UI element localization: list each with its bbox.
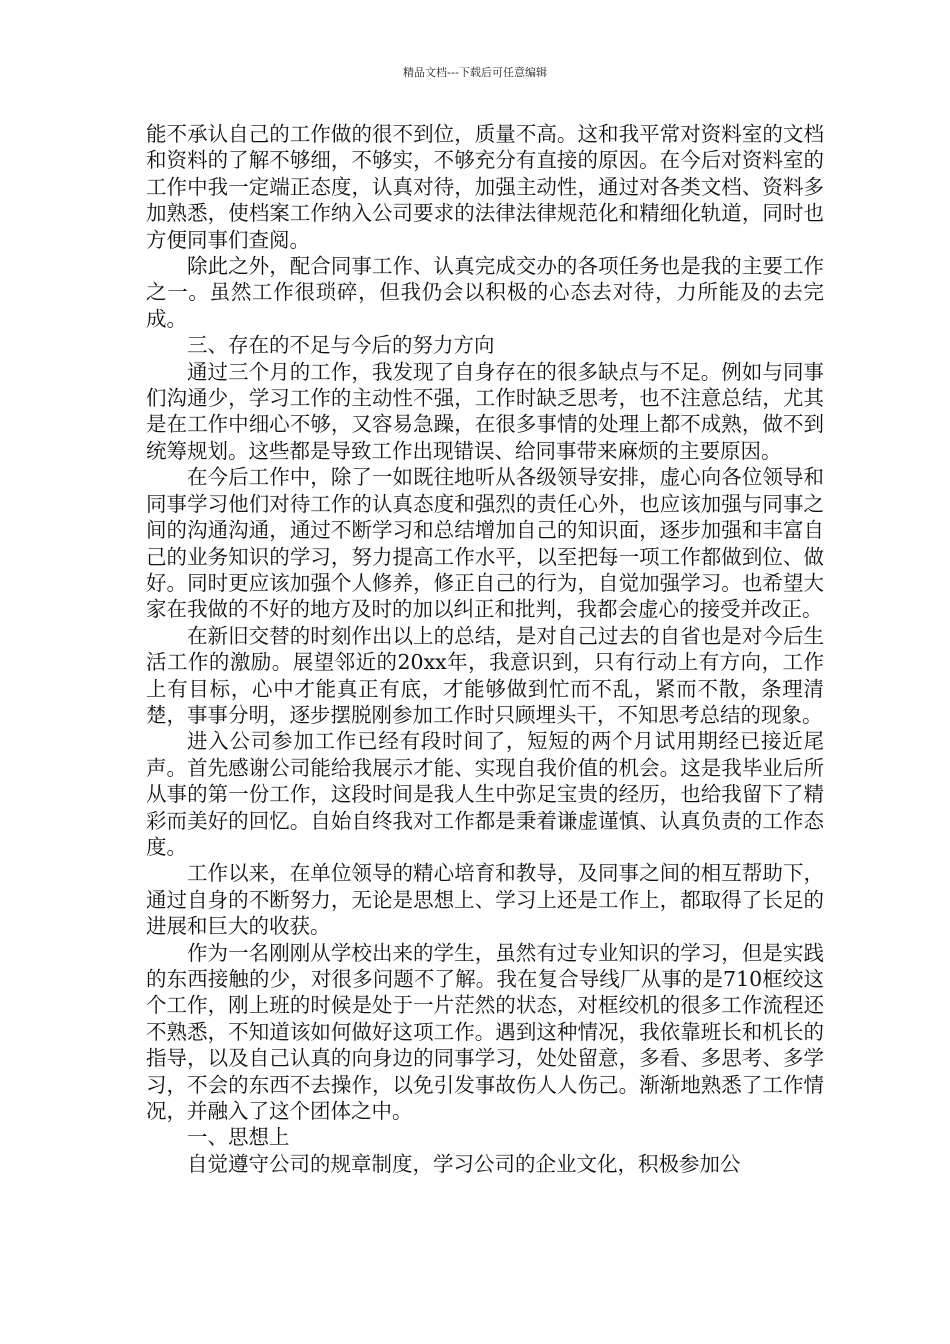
paragraph: 通过三个月的工作，我发现了自身存在的很多缺点与不足。例如与同事们沟通少，学习工作的主动性不强，工作时缺乏思考，也不注意总结，尤其是在工作中细心不够，又容易急躁，在很多事情的处理上都不成熟，做不到统筹规划。这些都是导致工作出现错误、给同事带来麻烦的主要原因。: [146, 359, 824, 463]
page-header: 精品文档---下载后可任意编辑: [403, 66, 547, 79]
paragraph: 工作以来，在单位领导的精心培育和教导，及同事之间的相互帮助下，通过自身的不断努力，无论是思想上、学习上还是工作上，都取得了长足的进展和巨大的收获。: [146, 861, 824, 939]
section-heading: 一、思想上: [187, 1125, 290, 1150]
section-heading: 三、存在的不足与今后的努力方向: [187, 333, 495, 358]
paragraph-continuation: 能不承认自己的工作做的很不到位，质量不高。这和我平常对资料室的文档和资料的了解不够细，不够实，不够充分有直接的原因。在今后对资料室的工作中我一定端正态度，认真对待，加强主动性，通过对各类文档、资料多加熟悉，使档案工作纳入公司要求的法律法律规范化和精细化轨道，同时也方便同事们查阅。: [146, 122, 824, 252]
paragraph: 在新旧交替的时刻作出以上的总结，是对自己过去的自省也是对今后生活工作的激励。展望邻近的20xx年，我意识到，只有行动上有方向，工作上有目标，心中才能真正有底，才能够做到忙而不乱，紧而不散，条理清楚，事事分明，逐步摆脱刚参加工作时只顾埋头干，不知思考总结的现象。: [146, 623, 824, 727]
paragraph: 自觉遵守公司的规章制度，学习公司的企业文化，积极参加公: [187, 1151, 741, 1176]
paragraph: 进入公司参加工作已经有段时间了，短短的两个月试用期经已接近尾声。首先感谢公司能给我展示才能、实现自我价值的机会。这是我毕业后所从事的第一份工作，这段时间是我人生中弥足宝贵的经历，也给我留下了精彩而美好的回忆。自始自终我对工作都是秉着谦虚谨慎、认真负责的工作态度。: [146, 729, 824, 859]
paragraph: 作为一名刚刚从学校出来的学生，虽然有过专业知识的学习，但是实践的东西接触的少，对很多问题不了解。我在复合导线厂从事的是710框绞这个工作，刚上班的时候是处于一片茫然的状态，对框绞机的很多工作流程还不熟悉，不知道该如何做好这项工作。遇到这种情况，我依靠班长和机长的指导，以及自己认真的向身边的同事学习，处处留意，多看、多思考、多学习，不会的东西不去操作，以免引发事故伤人人伤己。渐渐地熟悉了工作情况，并融入了这个团体之中。: [146, 940, 824, 1124]
paragraph: 在今后工作中，除了一如既往地听从各级领导安排，虚心向各位领导和同事学习他们对待工作的认真态度和强烈的责任心外，也应该加强与同事之间的沟通沟通，通过不断学习和总结增加自己的知识面，逐步加强和丰富自己的业务知识的学习，努力提高工作水平，以至把每一项工作都做到位、做好。同时更应该加强个人修养，修正自己的行为，自觉加强学习。也希望大家在我做的不好的地方及时的加以纠正和批判，我都会虚心的接受并改正。: [146, 465, 824, 622]
paragraph: 除此之外，配合同事工作、认真完成交办的各项任务也是我的主要工作之一。虽然工作很琐碎，但我仍会以积极的心态去对待，力所能及的去完成。: [146, 254, 824, 331]
document-body: [146, 121, 824, 1177]
